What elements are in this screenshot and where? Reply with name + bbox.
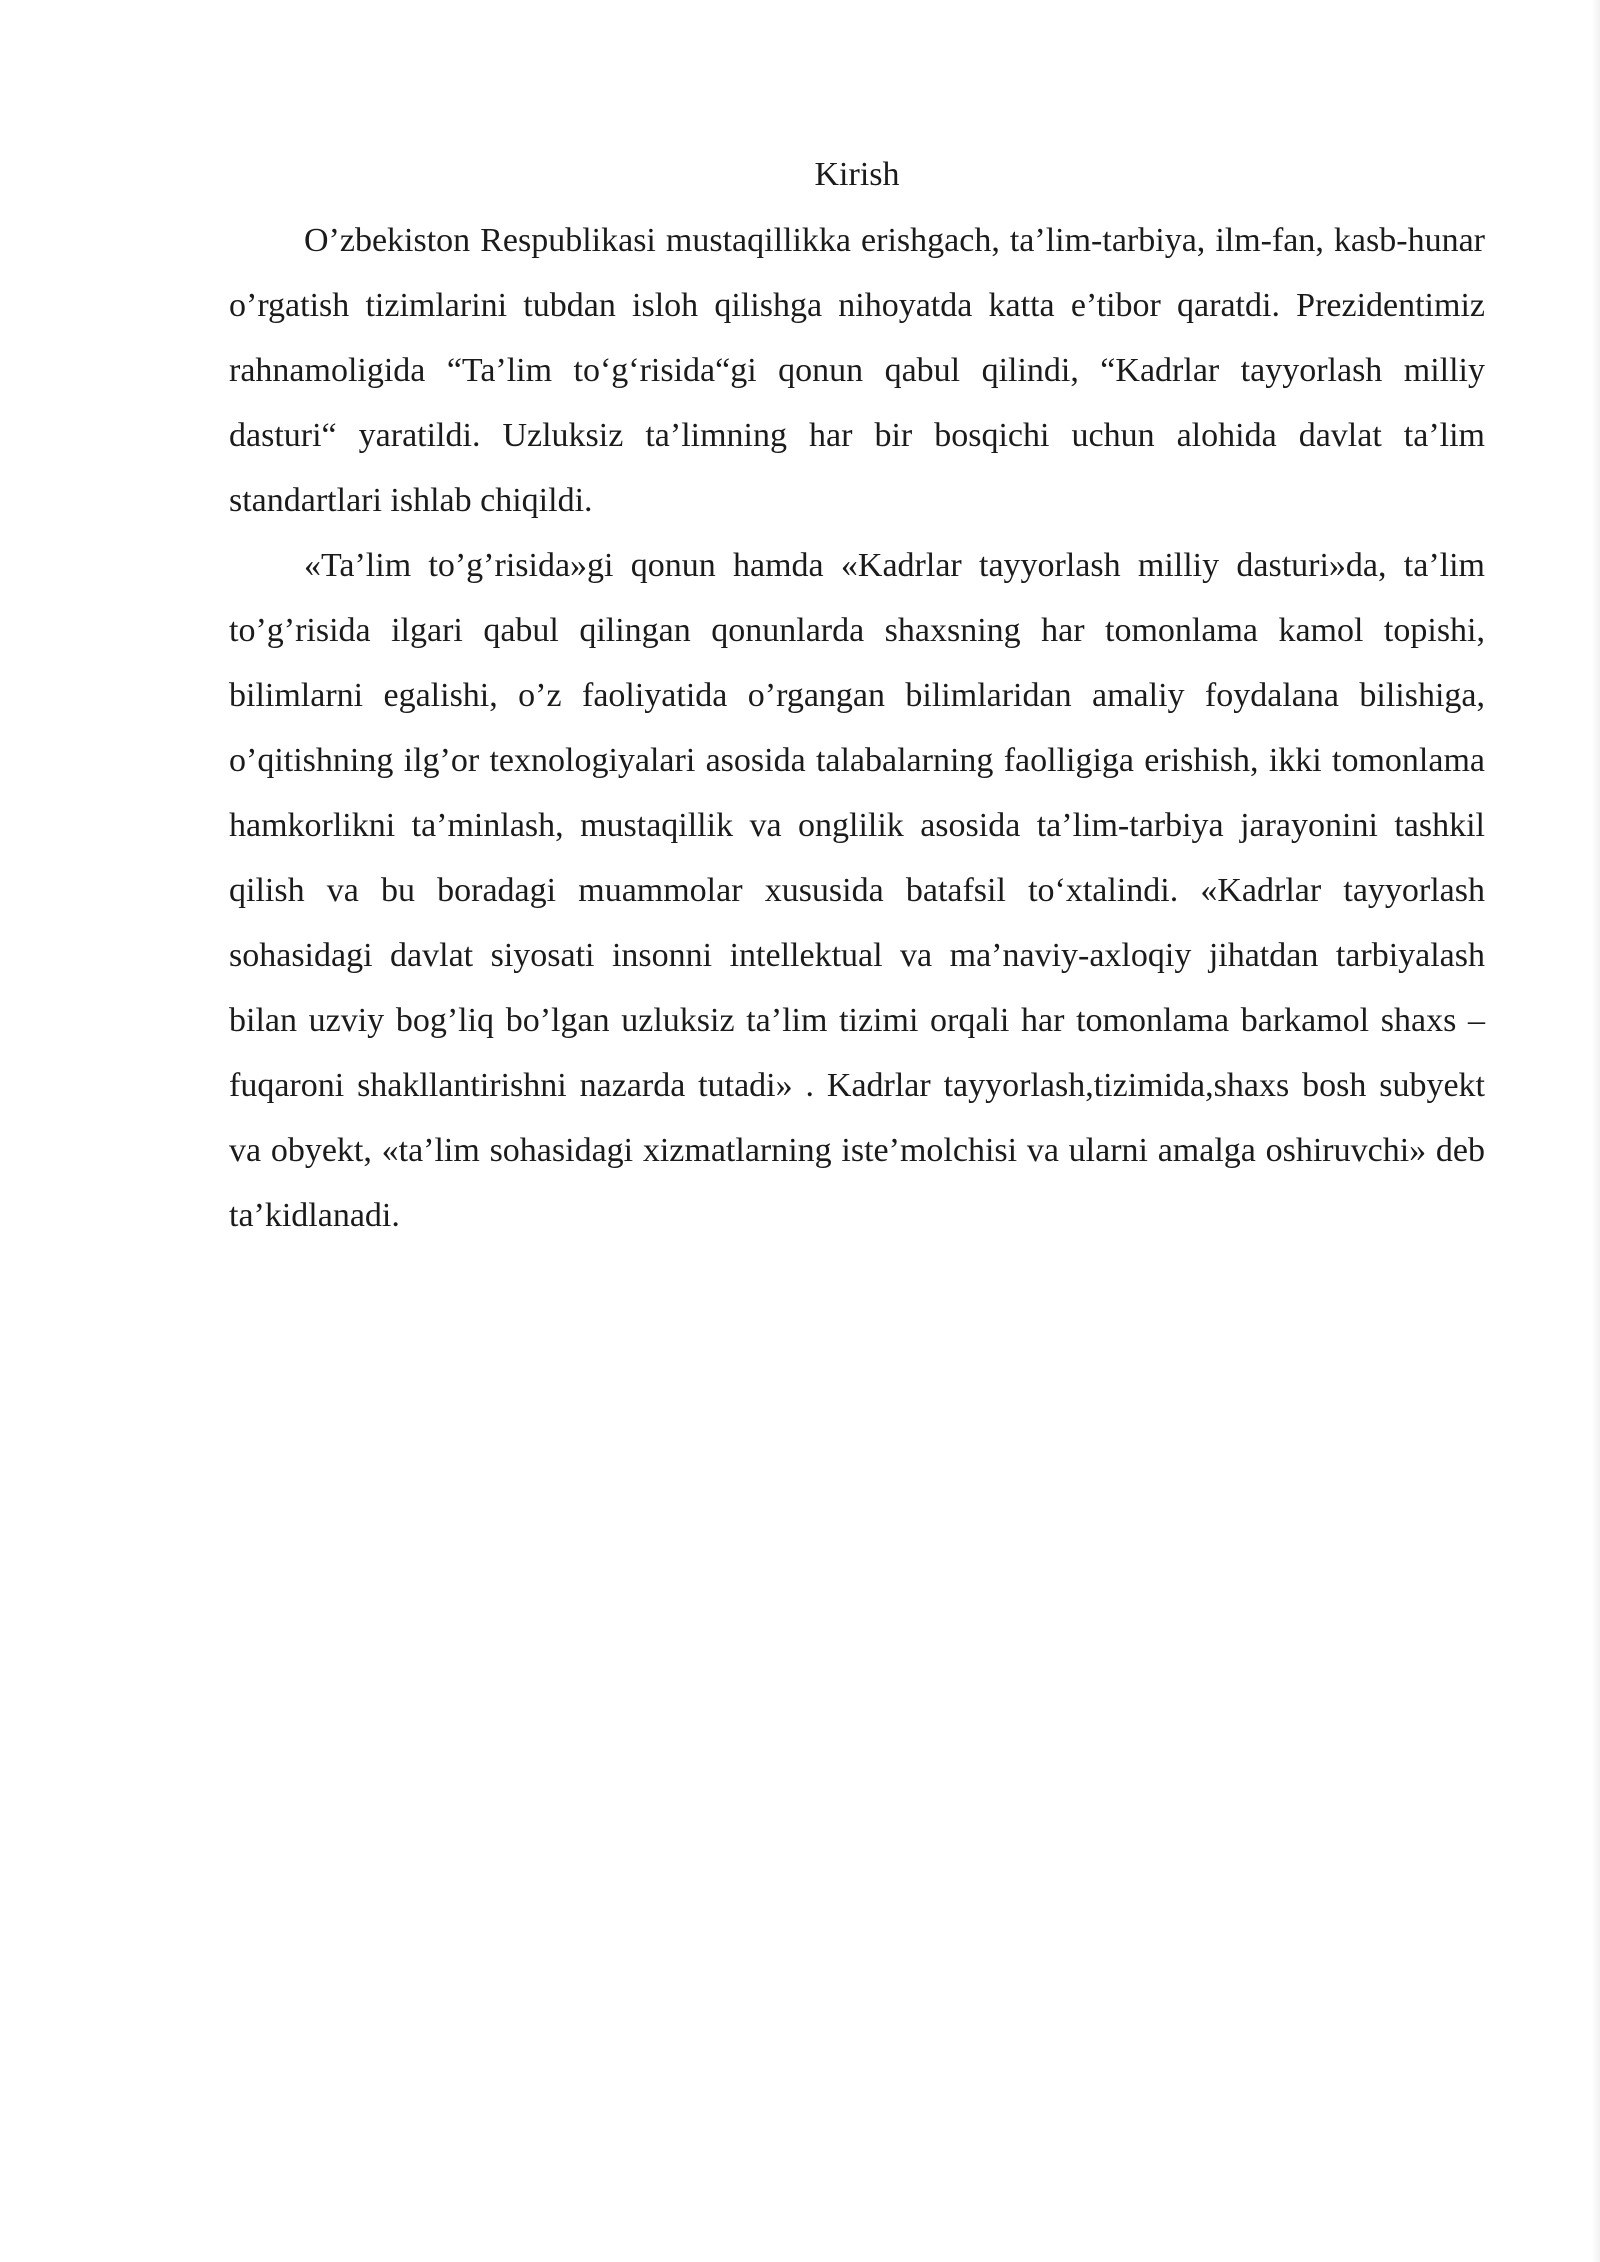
document-body bbox=[229, 150, 1485, 1248]
document-title: Kirish bbox=[814, 156, 900, 193]
paragraph-2: «Ta’lim to’g’risida»gi qonun hamda «Kadrlar tayyorlash milliy dasturi»da, ta’lim to’g’risida ilgari qabul qilingan qonunlarda shaxsning har tomonlama kamol topishi, bilimlarni egalishi, o’z faoliyatida o’rgangan bilimlaridan amaliy foydalana bilishiga, o’qitishning ilg’or texnologiyalari asosida talabalarning faolligiga erishish, ikki tomonlama hamkorlikni ta’minlash, mustaqillik va onglilik asosida ta’lim-tarbiya jarayonini tashkil qilish va bu boradagi muammolar xususida batafsil to‘xtalindi. «Kadrlar tayyorlash sohasidagi davlat siyosati insonni intellektual va ma’naviy-axloqiy jihatdan tarbiyalash bilan uzviy bog’liq bo’lgan uzluksiz ta’lim tizimi orqali har tomonlama barkamol shaxs – fuqaroni shakllantirishni nazarda tutadi» . Kadrlar tayyorlash,tizimida,shaxs bosh subyekt va obyekt, «ta’lim sohasidagi xizmatlarning iste’molchisi va ularni amalga oshiruvchi» deb ta’kidlanadi. bbox=[229, 547, 1485, 1234]
page-edge-shadow bbox=[1592, 0, 1600, 2262]
paragraph-1: O’zbekiston Respublikasi mustaqillikka erishgach, ta’lim-tarbiya, ilm-fan, kasb-hunar o’rgatish tizimlarini tubdan isloh qilishga nihoyatda katta e’tibor qaratdi. Prezidentimiz rahnamoligida “Ta’lim to‘g‘risida“gi qonun qabul qilindi, “Kadrlar tayyorlash milliy dasturi“ yaratildi. Uzluksiz ta’limning har bir bosqichi uchun alohida davlat ta’lim standartlari ishlab chiqildi. bbox=[229, 222, 1485, 519]
